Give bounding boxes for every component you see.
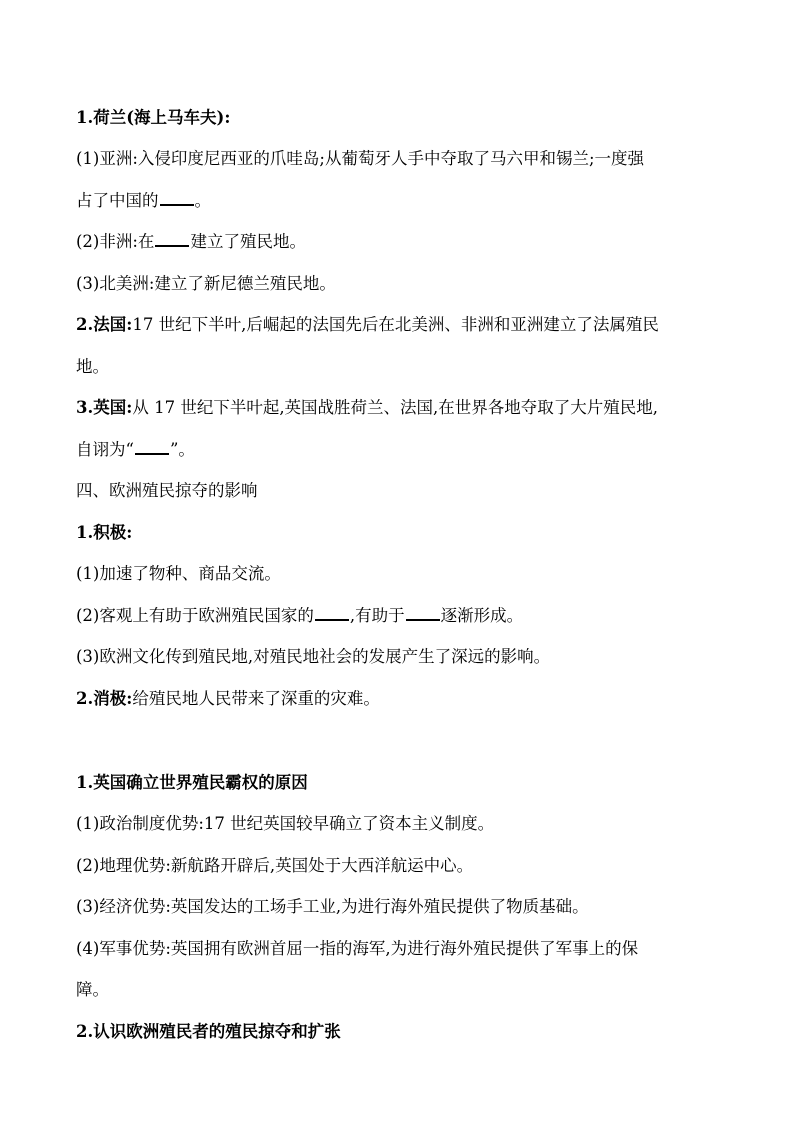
- netherlands-africa-line: [76, 231, 736, 253]
- text-segment: ,有助于: [349, 606, 405, 625]
- france-line2: 地。: [76, 357, 109, 376]
- section4-title: 四、欧洲殖民掠夺的影响: [76, 481, 258, 500]
- reason-political: (1)政治制度优势:17 世纪英国较早确立了资本主义制度。: [76, 814, 495, 833]
- fill-blank: [160, 190, 194, 206]
- netherlands-namerica-line: (3)北美洲:建立了新尼德兰殖民地。: [76, 274, 336, 293]
- text-segment: 给殖民地人民带来了深重的灾难。: [132, 689, 380, 708]
- positive-heading: 1.积极:: [76, 523, 133, 542]
- text-segment: 17 世纪下半叶,后崛起的法国先后在北美洲、非洲和亚洲建立了法属殖民: [132, 315, 659, 334]
- reason-military-line1: (4)军事优势:英国拥有欧洲首屈一指的海军,为进行海外殖民提供了军事上的保: [76, 939, 639, 958]
- text-segment: ”。: [169, 440, 195, 459]
- britain-line1: [76, 397, 736, 419]
- positive-item3: (3)欧洲文化传到殖民地,对殖民地社会的发展产生了深远的影响。: [76, 647, 551, 666]
- text-segment: (2)非洲:在: [76, 232, 155, 251]
- fill-blank: [155, 231, 189, 247]
- positive-item1: (1)加速了物种、商品交流。: [76, 564, 281, 583]
- positive-item2: [76, 605, 736, 627]
- reason-military-line2: 障。: [76, 980, 109, 999]
- netherlands-heading: 1.荷兰(海上马车夫):: [76, 108, 231, 127]
- reason-geographic: (2)地理优势:新航路开辟后,英国处于大西洋航运中心。: [76, 856, 474, 875]
- france-line1: [76, 314, 736, 336]
- understanding-heading: 2.认识欧洲殖民者的殖民掠夺和扩张: [76, 1022, 341, 1041]
- text-segment: 。: [194, 191, 211, 210]
- text-segment: 从 17 世纪下半叶起,英国战胜荷兰、法国,在世界各地夺取了大片殖民地,: [132, 398, 659, 417]
- negative-label: 2.消极:: [76, 689, 133, 708]
- text-segment: 自诩为“: [76, 440, 134, 459]
- france-label: 2.法国:: [76, 315, 133, 334]
- reason-economic: (3)经济优势:英国发达的工场手工业,为进行海外殖民提供了物质基础。: [76, 897, 589, 916]
- text-segment: 占了中国的: [76, 191, 159, 210]
- fill-blank: [315, 605, 349, 621]
- fill-blank: [406, 605, 440, 621]
- netherlands-asia-line1: (1)亚洲:入侵印度尼西亚的爪哇岛;从葡萄牙人手中夺取了马六甲和锡兰;一度强: [76, 149, 645, 168]
- britain-line2: [76, 439, 736, 461]
- text-segment: (2)客观上有助于欧洲殖民国家的: [76, 606, 314, 625]
- fill-blank: [135, 439, 169, 455]
- britain-label: 3.英国:: [76, 398, 133, 417]
- text-segment: 逐渐形成。: [440, 606, 524, 625]
- text-segment: 建立了殖民地。: [190, 232, 306, 251]
- negative-line: [76, 688, 736, 710]
- netherlands-asia-line2: [76, 190, 736, 212]
- reasons-heading: 1.英国确立世界殖民霸权的原因: [76, 773, 308, 792]
